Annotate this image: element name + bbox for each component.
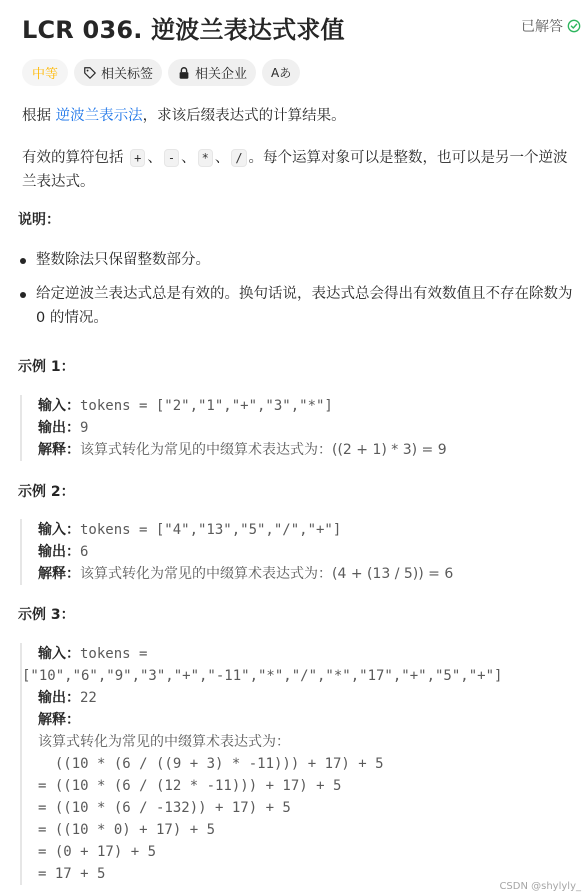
input-label: 输入： <box>38 522 80 538</box>
example-2-block <box>20 519 453 585</box>
notes-list <box>18 248 578 340</box>
explain-step: = ((10 * (6 / -132)) + 17) + 5 <box>38 800 291 816</box>
example-output: 22 <box>80 690 97 706</box>
desc-text: 。每个运算对象可以是整数，也可以是另一个逆波兰表达式。 <box>22 150 568 190</box>
example-input: tokens = <box>80 646 148 662</box>
output-label: 输出： <box>38 544 80 560</box>
example-input: tokens = ["4","13","5","/","+"] <box>80 522 342 538</box>
explain-label: 解释： <box>38 566 80 582</box>
related-companies-label: 相关企业 <box>195 67 248 82</box>
explain-label: 解释： <box>38 442 80 458</box>
list-item: 给定逆波兰表达式总是有效的。换句话说，表达式总会得出有效数值且不存在除数为 0 的情况。 <box>18 282 578 330</box>
desc-text: 有效的算符包括 <box>22 150 124 166</box>
explain-step: = ((10 * 0) + 17) + 5 <box>38 822 216 838</box>
watermark: CSDN @shylyly_ <box>499 881 581 892</box>
tag-icon <box>83 66 97 80</box>
example-input: tokens = ["2","1","+","3","*"] <box>80 398 333 414</box>
explain-step: ((10 * (6 / ((9 + 3) * -11))) + 17) + 5 <box>38 756 384 772</box>
example-1-block <box>20 395 447 461</box>
difficulty-badge: 中等 <box>22 59 68 86</box>
desc-text: 根据 <box>22 108 56 124</box>
explain-step: = ((10 * (6 / (12 * -11))) + 17) + 5 <box>38 778 342 794</box>
page-title: LCR 036. 逆波兰表达式求值 <box>22 16 345 44</box>
example-output: 9 <box>80 420 89 436</box>
operator-code: + <box>130 149 145 167</box>
output-label: 输出： <box>38 420 80 436</box>
list-item: 整数除法只保留整数部分。 <box>18 248 578 272</box>
check-circle-icon <box>567 19 581 33</box>
related-companies-button[interactable] <box>168 59 256 86</box>
example-output: 6 <box>80 544 89 560</box>
explain-step: = 17 + 5 <box>38 866 106 882</box>
separator: 、 <box>214 150 230 166</box>
example-explain: 该算式转化为常见的中缀算术表达式为： <box>38 734 290 750</box>
separator: 、 <box>147 150 162 166</box>
operator-code: / <box>231 149 246 167</box>
operator-code: * <box>198 149 213 167</box>
lock-icon <box>177 66 191 80</box>
explain-step: = (0 + 17) + 5 <box>38 844 157 860</box>
description-paragraph-1 <box>22 104 346 128</box>
translate-icon: Aあ <box>271 66 292 80</box>
related-tags-button[interactable] <box>74 59 162 86</box>
output-label: 输出： <box>38 690 80 706</box>
example-1-label: 示例 1： <box>18 359 75 375</box>
related-tags-label: 相关标签 <box>101 67 154 82</box>
solved-status <box>521 16 581 36</box>
rpn-link[interactable]: 逆波兰表示法 <box>55 108 143 124</box>
example-input-tokens: ["10","6","9","3","+","-11","*","/","*","17","+","5","+"] <box>22 668 503 684</box>
translate-button[interactable] <box>262 59 300 86</box>
explain-label: 解释： <box>38 712 80 728</box>
example-3-block <box>20 643 502 885</box>
desc-text: ，求该后缀表达式的计算结果。 <box>142 108 346 124</box>
operator-code: - <box>164 149 179 167</box>
example-3-label: 示例 3： <box>18 607 75 623</box>
notes-label: 说明： <box>18 212 60 228</box>
example-2-label: 示例 2： <box>18 484 75 500</box>
example-explain: 该算式转化为常见的中缀算术表达式为：((2 + 1) * 3) = 9 <box>80 442 447 458</box>
separator: 、 <box>181 150 196 166</box>
solved-label: 已解答 <box>521 19 563 35</box>
example-explain: 该算式转化为常见的中缀算术表达式为：(4 + (13 / 5)) = 6 <box>80 566 454 582</box>
problem-header <box>22 8 581 44</box>
input-label: 输入： <box>38 646 80 662</box>
input-label: 输入： <box>38 398 80 414</box>
description-paragraph-2 <box>22 146 582 194</box>
tag-bar <box>22 59 300 86</box>
